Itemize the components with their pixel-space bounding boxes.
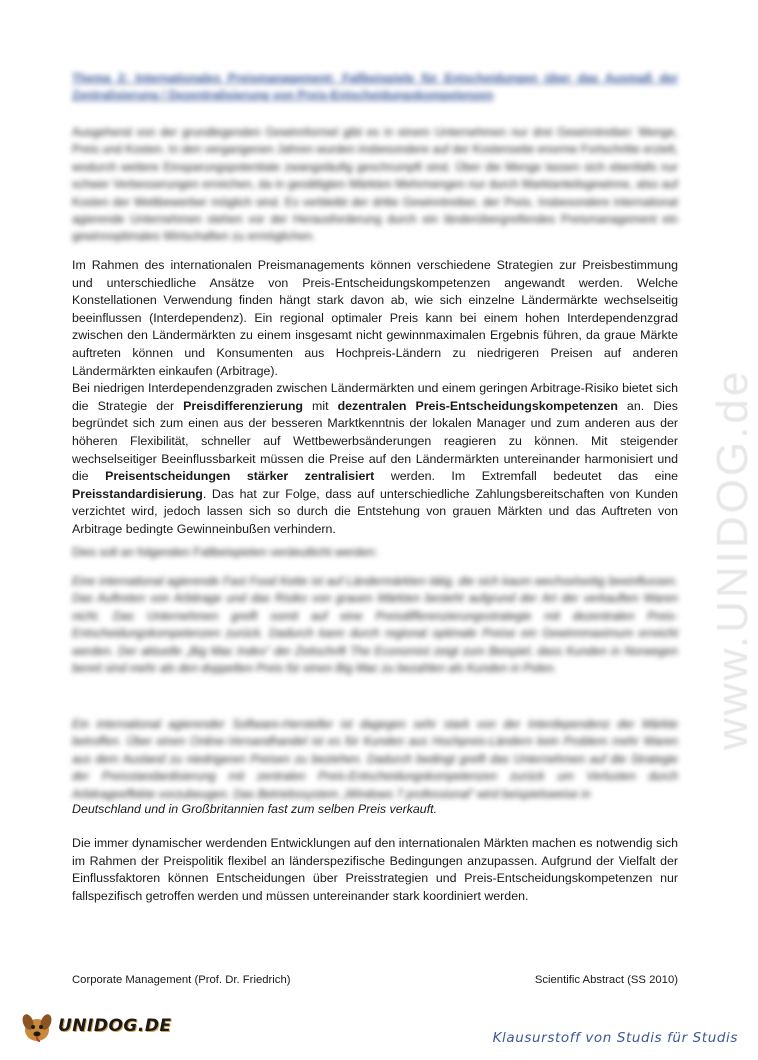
bold-term-zentralisiert: Preisentscheidungen stärker zentralisiert bbox=[105, 469, 375, 484]
footer-course: Corporate Management (Prof. Dr. Friedrich) bbox=[72, 974, 291, 986]
bold-term-preisdifferenzierung: Preisdifferenzierung bbox=[183, 398, 303, 413]
example-2: Ein international agierender Software-Hersteller ist dagegen sehr stark von der Interdependenz der Märkte betroffen. Über einen Online-Versandhandel ist es für Kunden aus Hochpreis-Ländern kein Problem mehr Waren aus dem Ausland zu niedrigeren Preisen zu beziehen. Dadurch bedingt greift das Unternehmen auf die Strategie der Preisstandardisierung mit zentralen Preis-Entscheidungskompetenzen zurück um Verlusten durch Arbitrageeffekte vorzubeugen. Das Betriebssystem „Windows 7 professional“ wird beispielsweise in bbox=[72, 717, 678, 801]
logo-text: UNIDOG.DE bbox=[58, 1016, 172, 1036]
main-paragraph-1: Im Rahmen des internationalen Preismanagements können verschiedene Strategien zur Preisbestimmung und unterschiedliche Ansätze von Preis-Entscheidungskompetenzen angewandt werden. Welche Konstellationen Verwendung finden hängt stark davon ab, wie sich einzelne Ländermärkte wechselseitig beeinflussen (Interdependenz). Ein regional optimaler Preis kann bei einem hohen Interdependenzgrad zwischen den Ländermärkten zu einem insgesamt nicht gewinnmaximalen Ergebnis führen, da graue Märkte auftreten können und Konsumenten aus Hochpreis-Ländern zu niedrigeren Preisen auf anderen Ländermärkten einkaufen (Arbitrage). bbox=[72, 258, 678, 378]
bold-term-preisstandardisierung: Preisstandardisierung bbox=[72, 486, 203, 501]
examples-intro-blurred bbox=[72, 544, 678, 562]
tagline: Klausurstoff von Studis für Studis bbox=[492, 1030, 738, 1046]
example-1-blurred bbox=[72, 573, 678, 677]
section-title-blurred bbox=[72, 70, 678, 104]
examples-intro: Dies soll an folgenden Fallbeispielen verdeutlicht werden: bbox=[72, 545, 378, 559]
main-text bbox=[72, 257, 678, 539]
dog-icon bbox=[20, 1008, 54, 1044]
bold-term-dezentral: dezentralen Preis-Entscheidungskompetenzen bbox=[337, 398, 618, 413]
text-run: . Das hat zur Folge, dass auf unterschiedliche Zahlungsbereitschaften von Kunden verzichtet wird, jedoch lassen sich so durch die Entstehung von grauen Märkten und das Auftreten von Arbitrage bedingte Gewinneinbußen verhindern. bbox=[72, 486, 678, 536]
text-run: an. Dies begründet sich zum einen aus der besseren Marktkenntnis der lokalen Manager und zum anderen aus der höheren Flexibilität, schneller auf Wettbewerbsänderungen reagieren zu können. Mit steigender wechselseitiger Beeinflussbarkeit müssen die Preise auf den Ländermärkten untereinander harmonisiert und die bbox=[72, 398, 678, 484]
example-1: Eine international agierende Fast Food Kette ist auf Ländermärkten tätig, die sich kaum wechselseitig beeinflussen. Das Auftreten von Arbitrage und das Risiko von grauen Märkten besteht aufgrund der Art der verkauften Waren nicht. Das Unternehmen greift somit auf eine Preisdifferenzierungsstrategie mit dezentralen Preis-Entscheidungskompetenzen zurück. Dadurch kann durch regional optimale Preise ein Gewinnmaximum erreicht werden. Der aktuelle „Big Mac Index“ der Zeitschrift The Economist zeigt zum Beispiel, dass Kunden in Norwegen bereit sind mehr als den doppelten Preis für einen Big Mac zu bezahlen als Kunden in Polen. bbox=[72, 574, 678, 676]
example-2-blurred bbox=[72, 716, 678, 802]
conclusion: Die immer dynamischer werdenden Entwicklungen auf den internationalen Märkten machen es notwendig sich im Rahmen der Preispolitik flexibel an länderspezifische Bedingungen anzupassen. Aufgrund der Vielfalt der Einflussfaktoren können Entscheidungen über Preisstrategien und Preis-Entscheidungskompetenzen nur fallspezifisch getroffen werden und müssen untereinander stark koordiniert werden. bbox=[72, 836, 678, 903]
intro-paragraph: Ausgehend von der grundlegenden Gewinnformel gibt es in einem Unternehmen nur drei Gewinntreiber: Menge, Preis und Kosten. In den vergangenen Jahren wurden insbesondere auf der Kostenseite enorme Fortschritte erzielt, wodurch weitere Einsparungspotentiale zwangsläufig geschrumpft sind. Über die Menge lassen sich ebenfalls nur schwer Verbesserungen erreichen, da in gesättigten Märkten Mehrmengen nur durch Marktanteilsgewinne, also auf Kosten der Wettbewerber möglich sind. Es verbleibt der dritte Gewinntreiber, der Preis. Insbesondere international agierende Unternehmen stehen vor der Herausforderung durch ein länderübergreifendes Preismanagement ein gewinnoptimales Wirtschaften zu ermöglichen. bbox=[72, 125, 678, 244]
watermark: www.UNIDOG.de bbox=[708, 368, 757, 750]
section-title: Thema 2: Internationales Preismanagement: Fallbeispiele für Entscheidungen über das Ausmaß der Zentralisierung / Dezentralisierung von Preis-Entscheidungskompetenzen bbox=[72, 71, 678, 102]
intro-paragraph-blurred bbox=[72, 124, 678, 246]
text-run: Bei niedrigen Interdependenzgraden zwischen Ländermärkten und einem geringen Arbitrage-Risiko bietet sich die Strategie der bbox=[72, 381, 678, 413]
main-paragraph-2 bbox=[72, 380, 678, 538]
text-run: mit bbox=[302, 398, 338, 413]
unidog-logo[interactable] bbox=[20, 1008, 172, 1044]
text-run: werden. Im Extremfall bedeutet das eine bbox=[374, 469, 678, 484]
example-2-end: Deutschland und in Großbritannien fast zum selben Preis verkauft. bbox=[72, 802, 438, 816]
example-2-visible-line bbox=[72, 801, 678, 819]
conclusion-paragraph bbox=[72, 835, 678, 905]
footer-type: Scientific Abstract (SS 2010) bbox=[534, 974, 678, 986]
